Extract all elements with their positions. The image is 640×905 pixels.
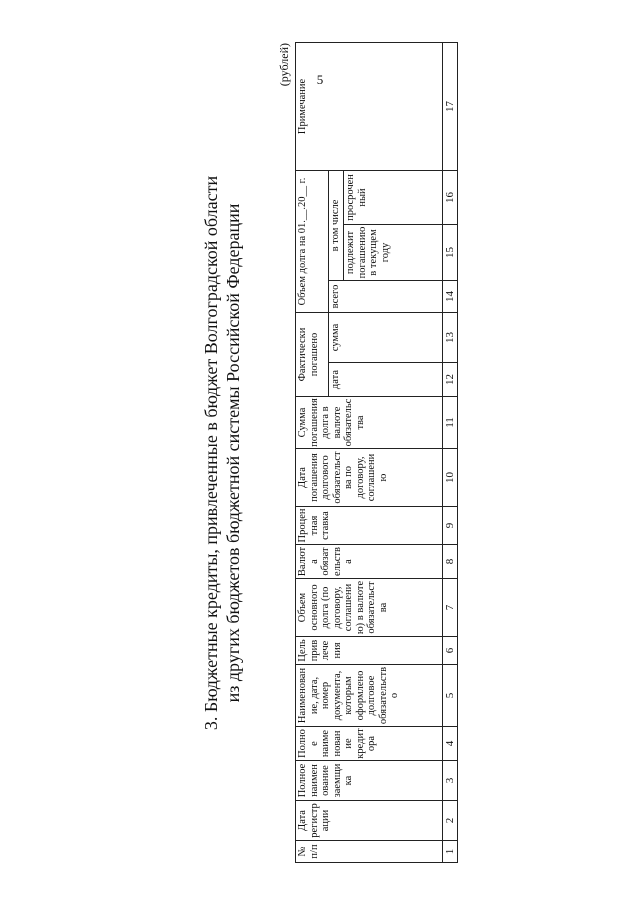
header-row-1 [296, 42, 329, 862]
rotated-page-content [120, 43, 520, 863]
column-number-cell: 3 [443, 761, 458, 801]
header-cell: Процентная ставка [296, 507, 443, 545]
header-cell: Полное наименование заемщика [296, 761, 443, 801]
column-number-cell: 16 [443, 170, 458, 224]
header-cell: Дата погашения долгового обязательства по договору, соглашению [296, 449, 443, 507]
document-title: 3. Бюджетные кредиты, привлеченные в бюджет Волгоградской области [201, 175, 221, 731]
header-cell: просроченный [344, 170, 443, 224]
column-number-cell: 9 [443, 507, 458, 545]
column-number-cell: 6 [443, 637, 458, 665]
header-cell: Объем долга на 01.__.20__ г. [296, 170, 329, 312]
header-cell: сумма [329, 312, 443, 362]
column-number-cell: 15 [443, 224, 458, 280]
header-cell: Дата регистрации [296, 801, 443, 841]
header-cell: № п/п [296, 841, 443, 863]
header-cell: всего [329, 280, 443, 312]
page-number: 5 [316, 72, 324, 87]
column-number-cell: 10 [443, 449, 458, 507]
document-subtitle: из других бюджетов бюджетной системы Российской Федерации [223, 203, 243, 703]
column-number-cell: 2 [443, 801, 458, 841]
header-cell: Цель привлечения [296, 637, 443, 665]
budget-credits-table [295, 42, 458, 863]
header-cell: Полное наименование кредитора [296, 727, 443, 761]
header-cell: Фактически погашено [296, 312, 329, 396]
column-number-cell: 4 [443, 727, 458, 761]
column-number-cell: 7 [443, 579, 458, 637]
column-number-cell: 11 [443, 397, 458, 449]
header-cell: Примечание [296, 42, 443, 170]
header-cell: Объем основного долга (по договору, соглашению) в валюте обязательства [296, 579, 443, 637]
column-number-cell: 5 [443, 665, 458, 727]
header-cell: Наименование, дата, номер документа, которым оформлено долговое обязательство [296, 665, 443, 727]
column-number-cell: 1 [443, 841, 458, 863]
column-number-cell: 8 [443, 545, 458, 579]
header-cell: в том числе [329, 170, 344, 280]
header-cell: дата [329, 363, 443, 397]
header-cell: подлежит погашению в текущем году [344, 224, 443, 280]
column-number-cell: 17 [443, 42, 458, 170]
header-cell: Валюта обязательства [296, 545, 443, 579]
header-cell: Сумма погашения долга в валюте обязательства [296, 397, 443, 449]
column-numbers-row [443, 42, 458, 862]
units-label: (рублей) [277, 43, 291, 87]
column-number-cell: 14 [443, 280, 458, 312]
column-number-cell: 12 [443, 363, 458, 397]
column-number-cell: 13 [443, 312, 458, 362]
